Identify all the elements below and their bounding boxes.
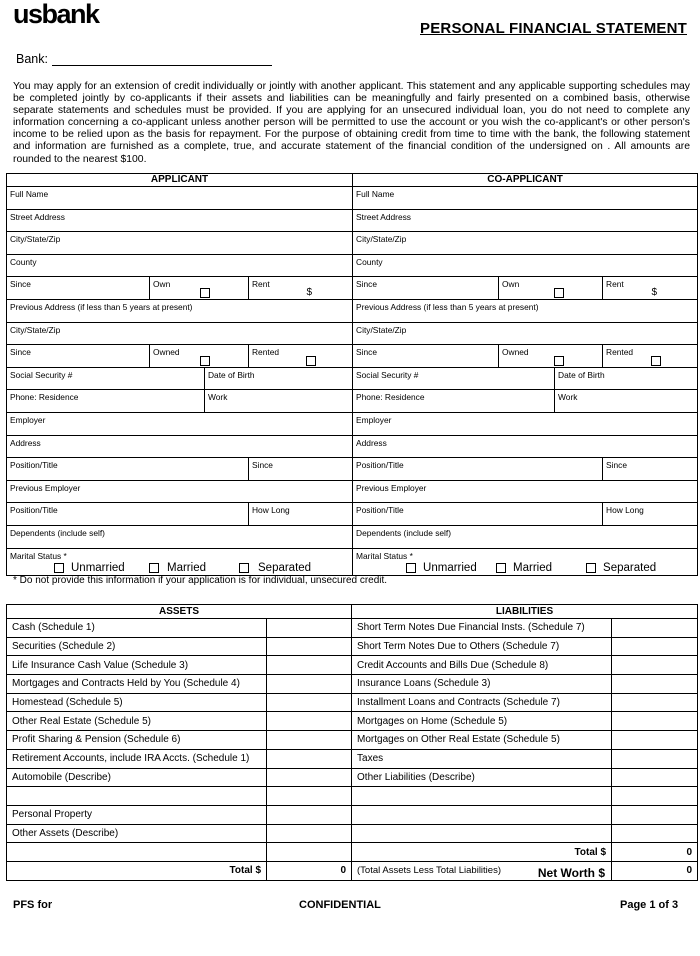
bank-field[interactable]: [52, 65, 272, 66]
field-label: Dependents (include self): [356, 527, 452, 538]
assets-total-label: Total $: [7, 861, 267, 880]
liability-label: [352, 787, 612, 806]
net-worth-value[interactable]: 0: [612, 861, 698, 880]
applicant-street[interactable]: [7, 209, 353, 232]
field-label: Position/Title: [356, 505, 404, 516]
field-label: County: [356, 256, 383, 267]
field-label: Rent: [606, 279, 624, 290]
coapplicant-county[interactable]: [353, 254, 698, 277]
coapplicant-rented: [603, 345, 698, 368]
coapplicant-how-long[interactable]: [603, 503, 698, 526]
liability-label: Credit Accounts and Bills Due (Schedule 8): [352, 656, 612, 675]
asset-value[interactable]: [267, 619, 352, 638]
field-label: Position/Title: [10, 505, 58, 516]
bank-label: Bank:: [16, 52, 48, 66]
asset-value[interactable]: [267, 675, 352, 694]
coapplicant-prev-city[interactable]: [353, 322, 698, 345]
applicant-employer-address[interactable]: [7, 435, 353, 458]
field-label: Owned: [502, 347, 529, 358]
asset-label: Automobile (Describe): [7, 768, 267, 787]
separated-label: Separated: [603, 561, 657, 574]
coapplicant-owned: [499, 345, 603, 368]
separated-checkbox[interactable]: [586, 563, 596, 573]
field-label: Since: [10, 347, 31, 358]
asset-label: Securities (Schedule 2): [7, 637, 267, 656]
field-label: Previous Employer: [356, 482, 427, 493]
financial-row: [7, 675, 698, 694]
asset-value[interactable]: [267, 656, 352, 675]
applicant-prev-position[interactable]: [7, 503, 249, 526]
assets-spacer-cell: [7, 843, 267, 862]
financial-row: [7, 787, 698, 806]
rented-checkbox[interactable]: [651, 356, 661, 366]
field-label: Employer: [356, 414, 392, 425]
financial-row: [7, 768, 698, 787]
applicant-marital: [7, 548, 353, 575]
field-label: Work: [208, 392, 228, 403]
asset-label: Life Insurance Cash Value (Schedule 3): [7, 656, 267, 675]
intro-paragraph: You may apply for an extension of credit individually or jointly with another applicant. This statement and any applicable supporting schedules may be completed jointly by co-applicants if their assets and liabilities can be meaningfully and fairly presented on a combined basis, otherwise separate statements and schedules must be provided. If you are applying for an unsecured individual loan, you do not need to complete any information concerning a co-applicant unless another person will be permitted to use the account or you wish the co-applicant's or other person's income to be relied upon as the basis for repayment. For the purpose of obtaining credit from time to time with the bank, the following statement and information are furnished as a complete, true, and accurate statement of the financial condition of the undersigned on . All amounts are rounded to the nearest $100.: [13, 81, 690, 165]
field-label: How Long: [606, 505, 644, 516]
field-label: Since: [356, 347, 377, 358]
asset-value[interactable]: [267, 824, 352, 843]
field-label: City/State/Zip: [356, 324, 407, 335]
financial-row: [7, 693, 698, 712]
field-label: Position/Title: [10, 460, 58, 471]
coapplicant-street[interactable]: [353, 209, 698, 232]
dollar-sign: $: [306, 286, 313, 298]
coapplicant-ssn[interactable]: [353, 367, 555, 390]
applicant-city[interactable]: [7, 232, 353, 255]
coapplicant-city[interactable]: [353, 232, 698, 255]
applicant-own: [150, 277, 249, 300]
liability-value[interactable]: [612, 787, 698, 806]
field-label: City/State/Zip: [10, 234, 61, 245]
asset-value[interactable]: [267, 731, 352, 750]
field-label: Full Name: [10, 189, 49, 199]
applicant-rent[interactable]: [249, 277, 353, 300]
assets-liabilities-table: [6, 604, 698, 881]
assets-spacer-value: [267, 843, 352, 862]
field-label: Rented: [252, 347, 280, 358]
applicant-dob[interactable]: [205, 367, 353, 390]
field-label: Phone: Residence: [356, 392, 425, 403]
asset-value[interactable]: [267, 749, 352, 768]
field-label: Dependents (include self): [10, 527, 105, 538]
field-label: Position/Title: [356, 460, 404, 471]
financial-row: [7, 731, 698, 750]
field-label: Marital Status *: [356, 550, 413, 561]
coapplicant-own: [499, 277, 603, 300]
liability-value[interactable]: [612, 693, 698, 712]
asset-value[interactable]: [267, 637, 352, 656]
field-label: County: [10, 256, 37, 267]
field-label: Owned: [153, 347, 180, 358]
coapplicant-position[interactable]: [353, 458, 603, 481]
field-label: Social Security #: [356, 369, 419, 380]
applicant-dependents[interactable]: [7, 525, 353, 548]
unmarried-checkbox[interactable]: [406, 563, 416, 573]
own-checkbox[interactable]: [200, 288, 210, 298]
field-label: Since: [10, 279, 31, 290]
unmarried-label: Unmarried: [71, 561, 125, 574]
coapplicant-since[interactable]: [353, 277, 499, 300]
asset-value[interactable]: [267, 805, 352, 824]
asset-label: [7, 787, 267, 806]
asset-value[interactable]: [267, 787, 352, 806]
field-label: Full Name: [356, 189, 395, 199]
financial-row: [7, 824, 698, 843]
asset-label: Other Assets (Describe): [7, 824, 267, 843]
financial-row: [7, 712, 698, 731]
footer-center: CONFIDENTIAL: [299, 899, 381, 911]
field-label: Previous Employer: [10, 482, 81, 493]
field-label: Rented: [606, 347, 634, 358]
coapplicant-phone[interactable]: [353, 390, 555, 413]
coapplicant-prev-address[interactable]: [353, 299, 698, 322]
liability-value[interactable]: [612, 731, 698, 750]
coapplicant-prev-since[interactable]: [353, 345, 499, 368]
liability-value[interactable]: [612, 805, 698, 824]
coapplicant-rent[interactable]: [603, 277, 698, 300]
coapplicant-marital: [353, 548, 698, 575]
liability-value[interactable]: [612, 824, 698, 843]
asset-label: Retirement Accounts, include IRA Accts. (Schedule 1): [7, 749, 267, 768]
asset-label: Homestead (Schedule 5): [7, 693, 267, 712]
marital-note: * Do not provide this information if your application is for individual, unsecured credit.: [13, 575, 388, 586]
coapplicant-employer[interactable]: [353, 412, 698, 435]
liability-label: Short Term Notes Due Financial Insts. (Schedule 7): [352, 619, 612, 638]
liability-value[interactable]: [612, 675, 698, 694]
married-checkbox[interactable]: [496, 563, 506, 573]
assets-header: ASSETS: [7, 605, 352, 619]
coapplicant-work[interactable]: [555, 390, 698, 413]
liabilities-total-value[interactable]: 0: [612, 843, 698, 862]
field-label: How Long: [252, 505, 290, 516]
separated-checkbox[interactable]: [239, 563, 249, 573]
field-label: Since: [606, 460, 627, 471]
applicant-phone[interactable]: [7, 390, 205, 413]
field-label: Work: [558, 392, 578, 403]
field-label: Own: [153, 279, 171, 290]
field-label: Address: [356, 437, 387, 448]
liability-value[interactable]: [612, 637, 698, 656]
asset-value[interactable]: [267, 693, 352, 712]
asset-label: Mortgages and Contracts Held by You (Schedule 4): [7, 675, 267, 694]
dollar-sign: $: [651, 286, 658, 298]
liability-label: Short Term Notes Due to Others (Schedule 7): [352, 637, 612, 656]
liability-label: Other Liabilities (Describe): [352, 768, 612, 787]
applicant-county[interactable]: [7, 254, 353, 277]
unmarried-checkbox[interactable]: [54, 563, 64, 573]
liability-label: Installment Loans and Contracts (Schedule 7): [352, 693, 612, 712]
field-label: Date of Birth: [558, 369, 605, 380]
coapplicant-employer-address[interactable]: [353, 435, 698, 458]
applicant-header: APPLICANT: [7, 174, 353, 187]
applicant-ssn[interactable]: [7, 367, 205, 390]
liabilities-header: LIABILITIES: [352, 605, 698, 619]
applicant-prev-since[interactable]: [7, 345, 150, 368]
owned-checkbox[interactable]: [554, 356, 564, 366]
applicant-how-long[interactable]: [249, 503, 353, 526]
coapplicant-full-name[interactable]: [353, 187, 698, 210]
applicant-work[interactable]: [205, 390, 353, 413]
assets-total-value[interactable]: 0: [267, 861, 352, 880]
asset-label: Profit Sharing & Pension (Schedule 6): [7, 731, 267, 750]
liability-value[interactable]: [612, 656, 698, 675]
coapplicant-header: CO-APPLICANT: [353, 174, 698, 187]
field-label: Rent: [252, 279, 270, 290]
separated-label: Separated: [258, 561, 312, 574]
applicant-owned: [150, 345, 249, 368]
field-label: Phone: Residence: [10, 392, 79, 403]
field-label: Street Address: [356, 211, 411, 222]
liability-label: Mortgages on Home (Schedule 5): [352, 712, 612, 731]
coapplicant-prev-employer[interactable]: [353, 480, 698, 503]
married-label: Married: [513, 561, 553, 574]
net-worth-note: (Total Assets Less Total Liabilities): [357, 865, 501, 877]
liabilities-total-label: Total $: [352, 843, 612, 862]
liability-value[interactable]: [612, 712, 698, 731]
financial-row: [7, 805, 698, 824]
coapplicant-prev-position[interactable]: [353, 503, 603, 526]
liability-value[interactable]: [612, 749, 698, 768]
liability-label: [352, 824, 612, 843]
applicant-since[interactable]: [7, 277, 150, 300]
field-label: Employer: [10, 414, 46, 425]
applicant-table: [6, 173, 698, 576]
asset-label: Cash (Schedule 1): [7, 619, 267, 638]
applicant-prev-address[interactable]: [7, 299, 353, 322]
asset-value[interactable]: [267, 712, 352, 731]
form-title: PERSONAL FINANCIAL STATEMENT: [420, 20, 687, 37]
liability-label: Insurance Loans (Schedule 3): [352, 675, 612, 694]
financial-row: [7, 749, 698, 768]
rented-checkbox[interactable]: [306, 356, 316, 366]
married-checkbox[interactable]: [149, 563, 159, 573]
applicant-rented: [249, 345, 353, 368]
field-label: Previous Address (if less than 5 years at present): [356, 301, 539, 312]
usbank-logo: usbank: [13, 0, 99, 29]
applicant-employer[interactable]: [7, 412, 353, 435]
applicant-position-since[interactable]: [249, 458, 353, 481]
asset-value[interactable]: [267, 768, 352, 787]
field-label: City/State/Zip: [10, 324, 61, 335]
field-label: Own: [502, 279, 520, 290]
coapplicant-position-since[interactable]: [603, 458, 698, 481]
asset-label: Personal Property: [7, 805, 267, 824]
applicant-prev-employer[interactable]: [7, 480, 353, 503]
field-label: Address: [10, 437, 41, 448]
own-checkbox[interactable]: [554, 288, 564, 298]
field-label: Since: [252, 460, 273, 471]
financial-row: [7, 637, 698, 656]
coapplicant-dependents[interactable]: [353, 525, 698, 548]
applicant-position[interactable]: [7, 458, 249, 481]
financial-row: [7, 656, 698, 675]
field-label: Previous Address (if less than 5 years at present): [10, 301, 193, 312]
net-worth-cell: [352, 861, 612, 880]
liability-label: [352, 805, 612, 824]
field-label: Marital Status *: [10, 550, 67, 561]
owned-checkbox[interactable]: [200, 356, 210, 366]
footer-left: PFS for: [13, 899, 53, 911]
asset-label: Other Real Estate (Schedule 5): [7, 712, 267, 731]
applicant-full-name[interactable]: [7, 187, 353, 210]
field-label: City/State/Zip: [356, 234, 407, 245]
liability-label: Taxes: [352, 749, 612, 768]
liability-value[interactable]: [612, 619, 698, 638]
liability-value[interactable]: [612, 768, 698, 787]
coapplicant-dob[interactable]: [555, 367, 698, 390]
field-label: Since: [356, 279, 377, 290]
field-label: Street Address: [10, 211, 65, 222]
net-worth-label: Net Worth $: [537, 865, 606, 880]
applicant-prev-city[interactable]: [7, 322, 353, 345]
liability-label: Mortgages on Other Real Estate (Schedule 5): [352, 731, 612, 750]
unmarried-label: Unmarried: [423, 561, 477, 574]
field-label: Social Security #: [10, 369, 73, 380]
married-label: Married: [167, 561, 206, 574]
financial-row: [7, 619, 698, 638]
footer-page: Page 1 of 3: [620, 899, 679, 911]
field-label: Date of Birth: [208, 369, 255, 380]
